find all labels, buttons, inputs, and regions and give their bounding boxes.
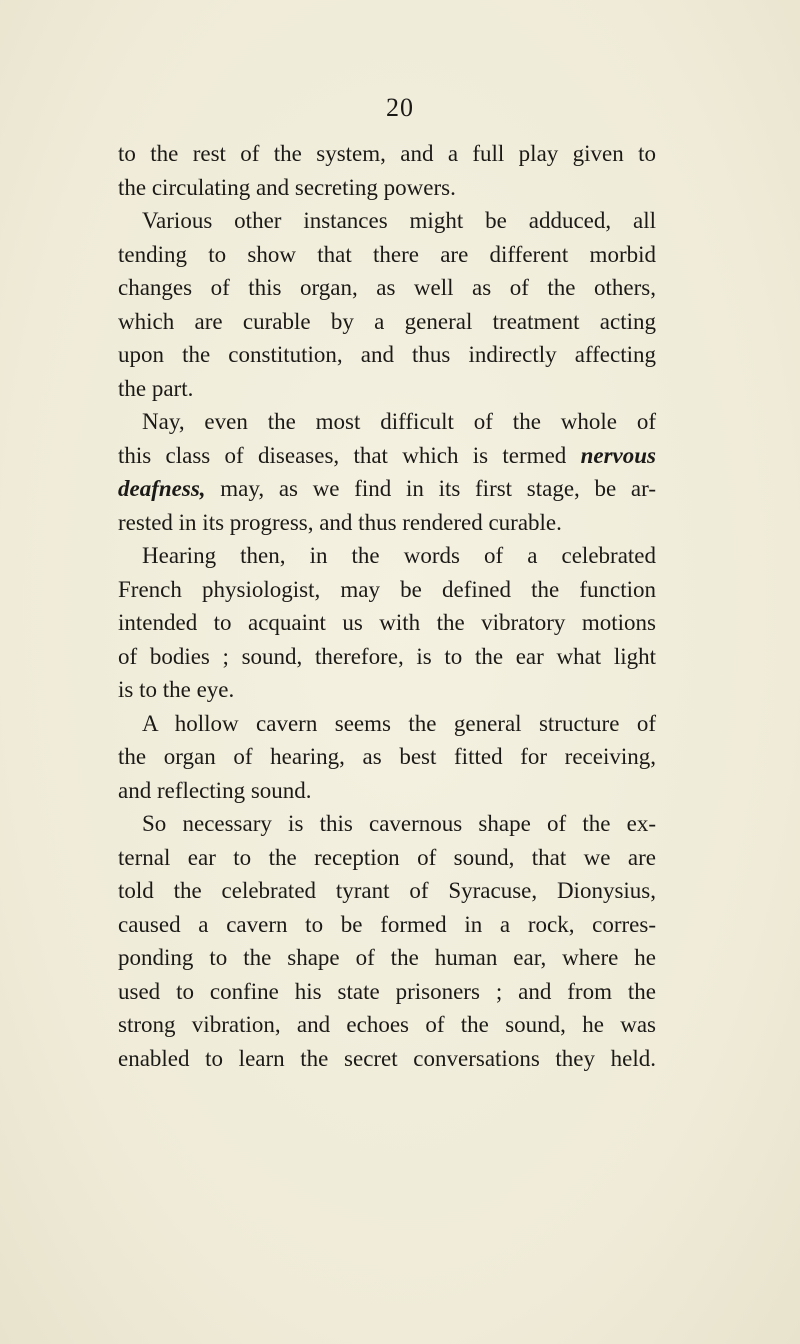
text-line: the circulating and secreting powers.	[118, 174, 456, 200]
page-number: 20	[386, 93, 414, 122]
text-line: the part.	[118, 375, 194, 401]
body-text	[118, 137, 656, 1075]
text-line: which are curable by a general treatment acting	[118, 308, 656, 334]
text-line: Nay, even the most difficult of the whole of	[142, 409, 656, 434]
text-fragment: this class of diseases, that which is termed	[118, 442, 567, 468]
text-line: the organ of hearing, as best fitted for receiving,	[118, 744, 656, 769]
text-line: ternal ear to the reception of sound, that we are	[118, 844, 656, 870]
text-line: changes of this organ, as well as of the others,	[118, 275, 656, 300]
text-line: caused a cavern to be formed in a rock, corres-	[118, 911, 656, 937]
italic-term: nervous	[580, 442, 656, 468]
text-line-with-italic	[118, 439, 656, 473]
text-line: French physiologist, may be defined the function	[118, 576, 656, 602]
text-line: intended to acquaint us with the vibratory motions	[118, 610, 656, 635]
text-line: A hollow cavern seems the general structure of	[142, 710, 656, 736]
text-line: tending to show that there are different morbid	[118, 241, 656, 267]
text-line: Hearing then, in the words of a celebrated	[142, 543, 656, 568]
text-line: Various other instances might be adduced, all	[142, 208, 656, 233]
text-line: rested in its progress, and thus rendered curable.	[118, 509, 562, 535]
text-fragment: may, as we find in its first stage, be ar-	[220, 476, 656, 501]
text-line: told the celebrated tyrant of Syracuse, Dionysius,	[118, 878, 656, 903]
text-line: strong vibration, and echoes of the sound, he was	[118, 1012, 656, 1037]
italic-term: deafness,	[118, 476, 206, 501]
text-line-with-italic	[118, 472, 656, 506]
text-line: to the rest of the system, and a full play given to	[118, 141, 656, 166]
text-line: ponding to the shape of the human ear, where he	[118, 945, 656, 970]
text-line: enabled to learn the secret conversations they held.	[118, 1045, 656, 1071]
text-line: and reflecting sound.	[118, 777, 312, 803]
text-line: of bodies ; sound, therefore, is to the ear what light	[118, 643, 656, 669]
text-line: used to confine his state prisoners ; and from the	[118, 978, 656, 1004]
text-line: upon the constitution, and thus indirectly affecting	[118, 342, 656, 367]
text-line: So necessary is this cavernous shape of the ex-	[142, 811, 656, 836]
text-line: is to the eye.	[118, 677, 235, 702]
